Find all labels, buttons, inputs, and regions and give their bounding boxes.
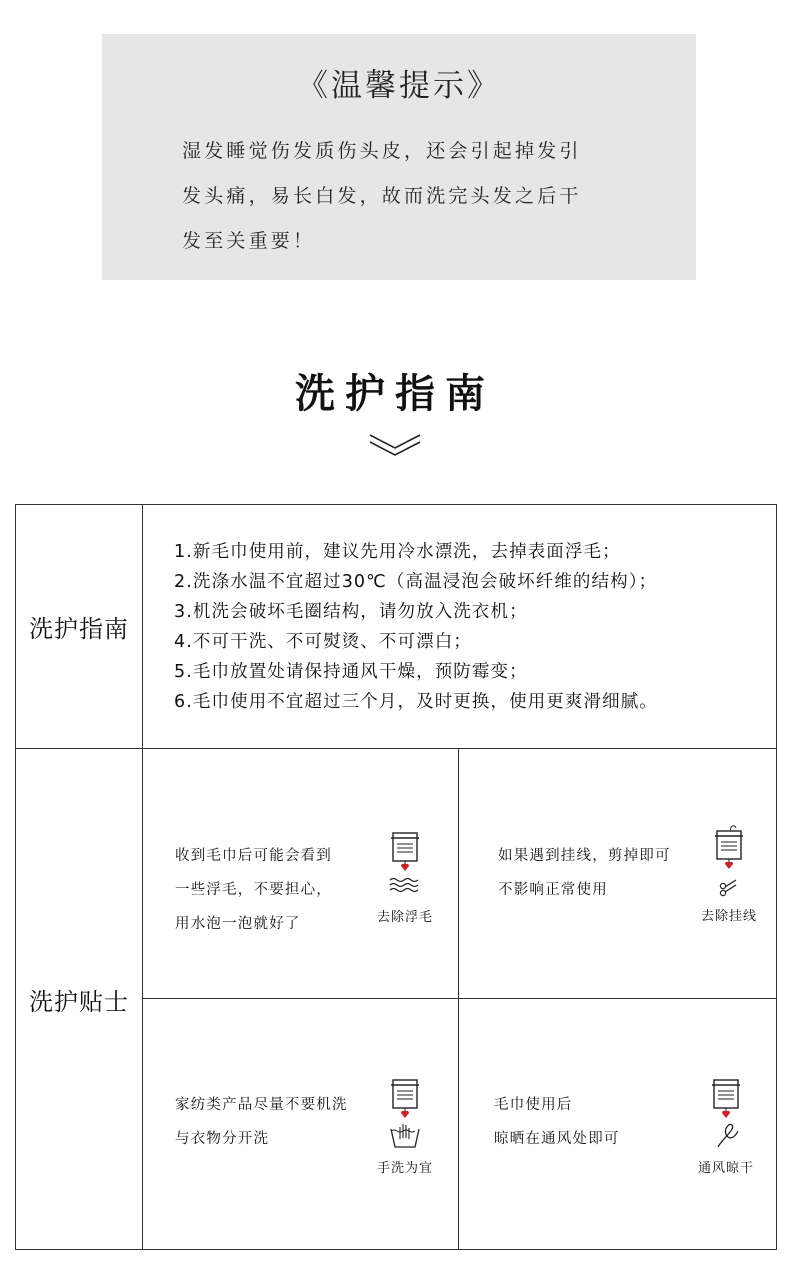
towel-air-dry-icon: [706, 1077, 746, 1153]
towel-scissors-icon: [709, 823, 749, 901]
towel-handwash-icon: [385, 1077, 425, 1153]
guide-item: 4.不可干洗、不可熨烫、不可漂白；: [174, 631, 472, 652]
care-tip-caption: 去除浮毛: [376, 909, 433, 925]
care-tip-cell: [143, 749, 459, 999]
care-tip-text: 家纺类产品尽量不要机洗: [175, 1097, 348, 1113]
warm-tip-title: 《温馨提示》: [297, 68, 501, 104]
care-tip-text: 用水泡一泡就好了: [175, 915, 301, 932]
warm-tip-line: 湿发睡觉伤发质伤头皮，还会引起掉发引: [182, 140, 582, 162]
guide-item: 6.毛巾使用不宜超过三个月，及时更换，使用更爽滑细腻。: [174, 691, 658, 712]
care-tip-text: 与衣物分开洗: [175, 1131, 270, 1147]
section-title: 洗护指南: [295, 370, 495, 417]
guide-item: 2.洗涤水温不宜超过30℃（高温浸泡会破坏纤维的结构）；: [174, 571, 658, 592]
care-table: [15, 504, 777, 1250]
guide-item: 5.毛巾放置处请保持通风干燥，预防霉变；: [174, 661, 528, 682]
care-tip-cell: [459, 749, 777, 999]
guide-label: 洗护指南: [16, 505, 143, 749]
care-tip-cell: [459, 999, 777, 1250]
care-tip-text: 晾晒在通风处即可: [494, 1131, 620, 1147]
care-tip-text: 毛巾使用后: [494, 1097, 573, 1113]
towel-waves-icon: [385, 830, 425, 902]
guide-item: 1.新毛巾使用前，建议先用冷水漂洗，去掉表面浮毛；: [174, 541, 621, 562]
guide-list: [143, 505, 777, 749]
warm-tip-line: 发至关重要！: [182, 230, 316, 252]
care-tip-text: 一些浮毛，不要担心，: [175, 881, 332, 898]
guide-item: 3.机洗会破坏毛圈结构，请勿放入洗衣机；: [174, 601, 528, 622]
warm-tip-text: [182, 129, 582, 264]
care-tip-caption: 手洗为宜: [376, 1161, 433, 1176]
care-tip-text: 不影响正常使用: [498, 881, 608, 898]
care-tip-caption: 通风晾干: [697, 1161, 754, 1176]
warm-tip-box: [102, 34, 696, 280]
care-tip-text: 收到毛巾后可能会看到: [175, 847, 332, 864]
care-tip-caption: 去除挂线: [700, 908, 757, 924]
double-chevron-down-icon: [369, 432, 421, 458]
care-tip-text: 如果遇到挂线，剪掉即可: [498, 847, 671, 864]
warm-tip-line: 发头痛，易长白发，故而洗完头发之后干: [182, 185, 582, 207]
care-tips-label: 洗护贴士: [16, 749, 143, 1250]
care-tip-cell: [143, 999, 459, 1250]
